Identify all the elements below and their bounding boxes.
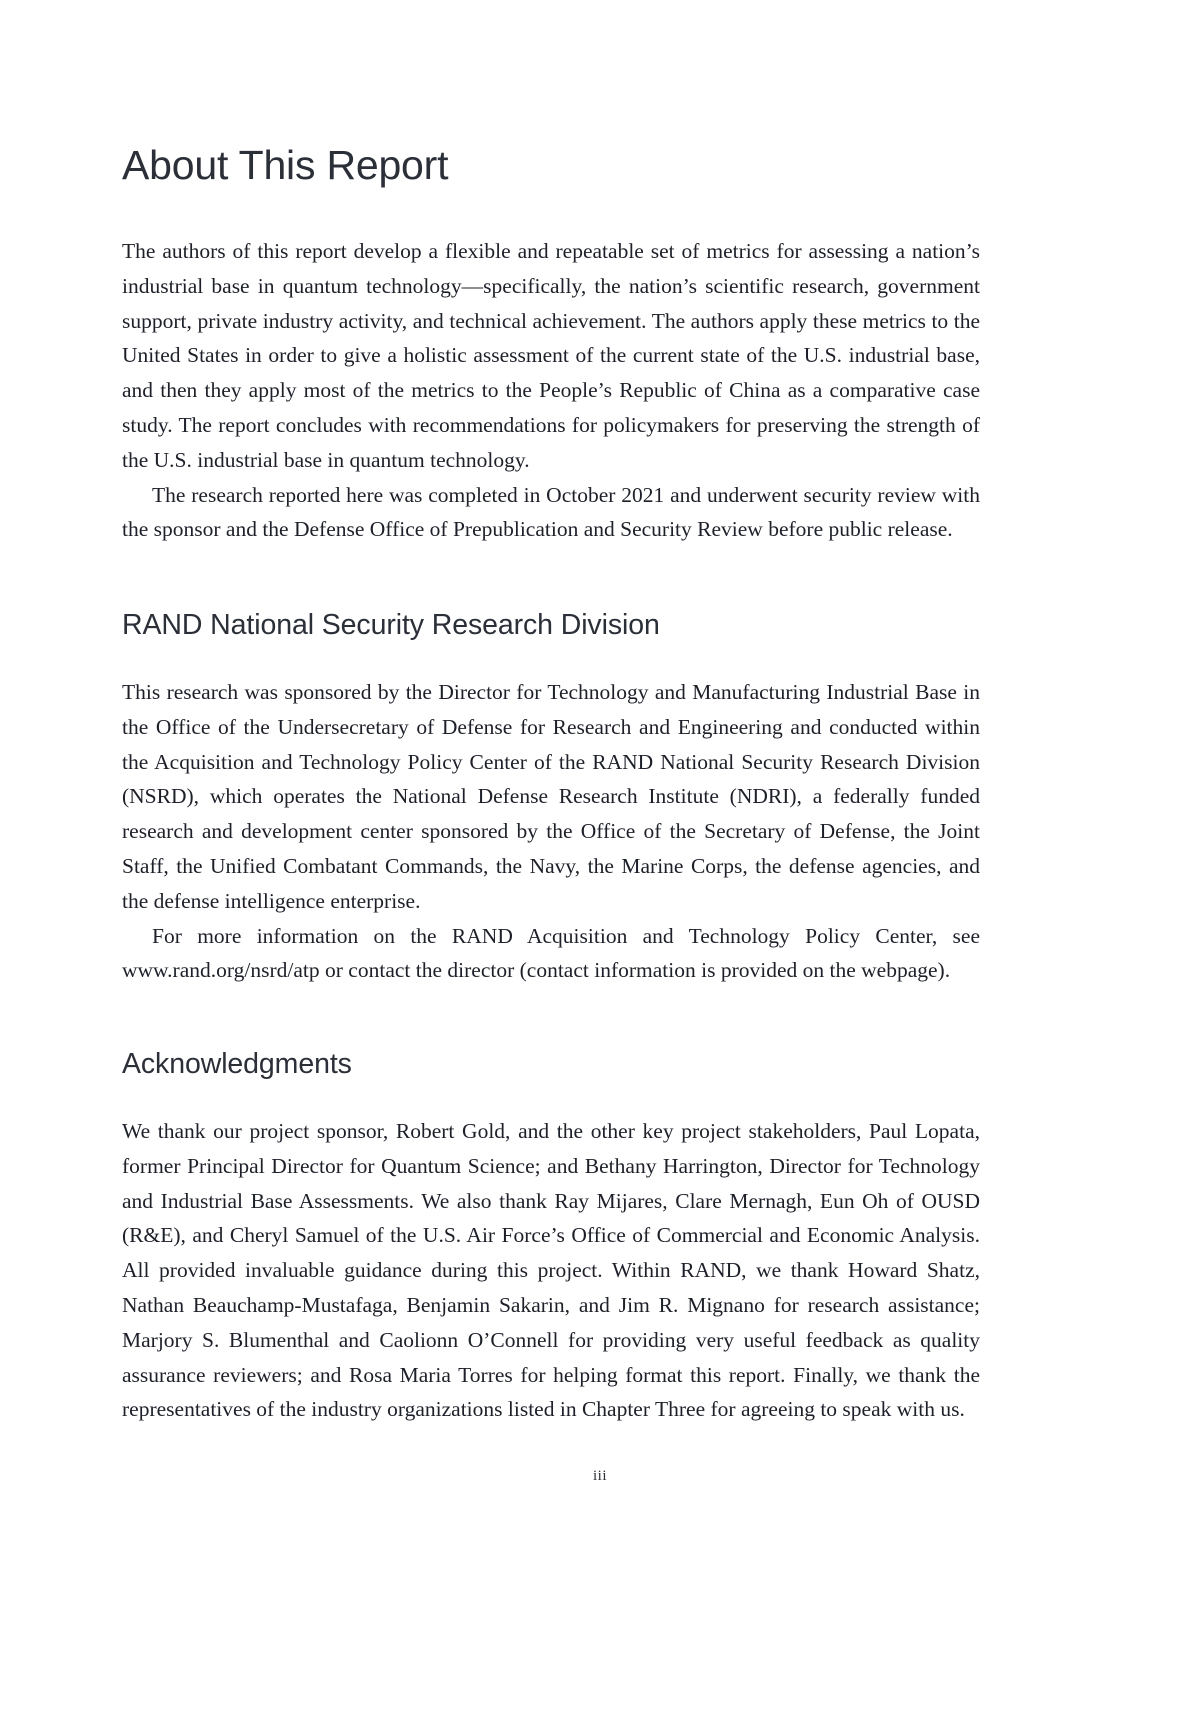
- page-content: [122, 0, 980, 1427]
- section-heading-rand-nsrd: RAND National Security Research Division: [122, 609, 660, 642]
- nsrd-paragraph-1: This research was sponsored by the Director for Technology and Manufacturing Industrial Base in the Office of the Undersecretary of Defense for Research and Engineering and conducted within the Acquisition and Technology Policy Center of the RAND National Security Research Division (NSRD), which operates the National Defense Research Institute (NDRI), a federally funded research and development center sponsored by the Office of the Secretary of Defense, the Joint Staff, the Unified Combatant Commands, the Navy, the Marine Corps, the defense agencies, and the defense intelligence enterprise.: [122, 680, 980, 913]
- page-title: About This Report: [122, 142, 449, 188]
- about-paragraph-2: The research reported here was completed in October 2021 and underwent security review with the sponsor and the Defense Office of Prepublication and Security Review before public release.: [122, 482, 980, 542]
- about-paragraph-1: The authors of this report develop a flexible and repeatable set of metrics for assessing a nation’s industrial base in quantum technology—specifically, the nation’s scientific research, government support, private industry activity, and technical achievement. The authors apply these metrics to the United States in order to give a holistic assessment of the current state of the U.S. industrial base, and then they apply most of the metrics to the People’s Republic of China as a comparative case study. The report concludes with recommendations for policymakers for preserving the strength of the U.S. industrial base in quantum technology.: [122, 239, 980, 472]
- page-number-footer: iii: [592, 1468, 607, 1484]
- section-heading-acknowledgments: Acknowledgments: [122, 1048, 352, 1081]
- nsrd-paragraph-2: For more information on the RAND Acquisition and Technology Policy Center, see www.rand.org/nsrd/atp or contact the director (contact information is provided on the webpage).: [122, 923, 980, 983]
- acknowledgments-paragraph-1: We thank our project sponsor, Robert Gold, and the other key project stakeholders, Paul Lopata, former Principal Director for Quantum Science; and Bethany Harrington, Director for Technology and Industrial Base Assessments. We also thank Ray Mijares, Clare Mernagh, Eun Oh of OUSD (R&E), and Cheryl Samuel of the U.S. Air Force’s Office of Commercial and Economic Analysis. All provided invaluable guidance during this project. Within RAND, we thank Howard Shatz, Nathan Beauchamp-Mustafaga, Benjamin Sakarin, and Jim R. Mignano for research assistance; Marjory S. Blumenthal and Caolionn O’Connell for providing very useful feedback as quality assurance reviewers; and Rosa Maria Torres for helping format this report. Finally, we thank the representatives of the industry organizations listed in Chapter Three for agreeing to speak with us.: [122, 1118, 980, 1422]
